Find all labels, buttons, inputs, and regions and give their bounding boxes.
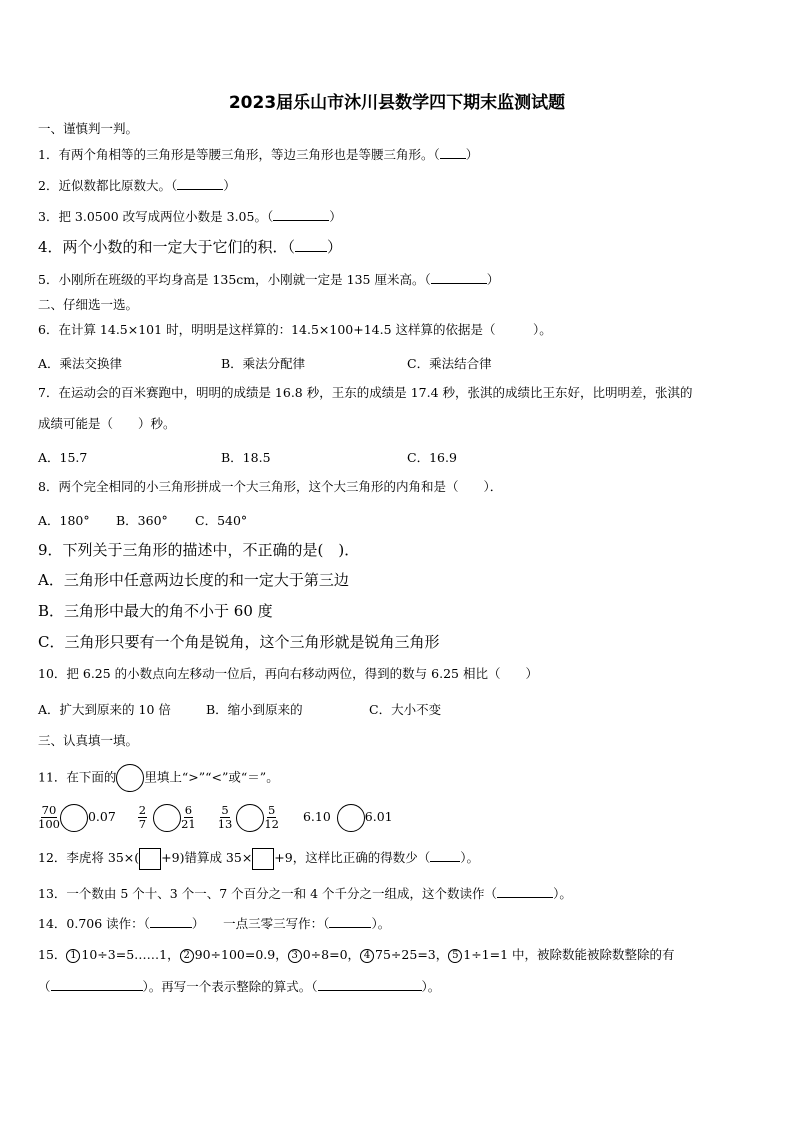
expr-5: 1÷1=1 中，被除数能被除数整除的有 [463,947,675,962]
fraction-5-12 [264,804,279,831]
q7-option-b[interactable]: B．18.5 [221,450,271,465]
q10-option-b[interactable]: B．缩小到原来的 [206,702,303,717]
question-12-text-c: +9，这样比正确的得数少（ [274,850,431,865]
numerator: 6 [184,803,193,817]
question-11-comparisons [38,799,393,835]
question-9: 9．下列关于三角形的描述中，不正确的是( )． [38,541,360,559]
question-4 [38,238,342,256]
fraction-5-13 [218,804,233,831]
section-heading-3: 三、认真填一填。 [38,733,139,748]
fraction-2-7 [138,804,147,831]
question-3 [38,208,342,225]
close-paren: ） [327,238,343,256]
expr-1: 10÷3=5……1， [81,947,180,962]
q8-option-b[interactable]: B．360° [116,513,168,528]
question-15-open: （ [38,979,51,994]
answer-blank-expression[interactable] [318,978,422,991]
numerator: 5 [221,803,229,817]
answer-blank-read[interactable] [150,915,192,928]
expr-2: 90÷100=0.9， [194,947,288,962]
question-5-text: 5．小刚所在班级的平均身高是 135cm，小刚就一定是 135 厘米高。（ [38,272,431,287]
sample-circle [116,764,144,792]
value-6-01: 6.01 [364,809,393,824]
q9-option-b[interactable]: B．三角形中最大的角不小于 60 度 [38,602,273,620]
expr-4: 75÷25=3， [375,947,449,962]
question-15-prefix: 15． [38,947,67,962]
numerator: 5 [268,803,276,817]
answer-blank[interactable] [273,208,329,221]
denominator: 21 [181,817,196,831]
answer-blank[interactable] [497,885,553,898]
answer-box-1[interactable] [139,848,161,870]
circled-number-4: 4 [360,949,374,963]
answer-blank[interactable] [440,146,466,159]
answer-blank-write[interactable] [329,915,371,928]
circled-number-2: 2 [180,949,194,963]
denominator: 100 [38,817,60,831]
circled-number-5: 5 [448,949,462,963]
answer-blank[interactable] [430,849,460,862]
question-14-text-a: 14．0.706 读作：（ [38,916,150,931]
compare-circle-1[interactable] [60,804,88,832]
question-10: 10．把 6.25 的小数点向左移动一位后，再向右移动两位，得到的数与 6.25 相比（ ） [38,666,538,681]
question-7-line-2: 成绩可能是（ ）秒。 [38,416,176,431]
question-14 [38,915,390,932]
question-15-close: ）。 [421,979,441,994]
question-1-text: 1．有两个角相等的三角形是等腰三角形，等边三角形也是等腰三角形。（ [38,147,440,162]
question-15-text: ）。再写一个表示整除的算式。（ [142,979,318,994]
question-6: 6．在计算 14.5×101 时，明明是这样算的：14.5×100+14.5 这样算的依据是（ ）。 [38,322,552,337]
answer-box-2[interactable] [252,848,274,870]
question-12-text-d: ）。 [460,850,479,865]
q6-option-a[interactable]: A．乘法交换律 [38,356,123,371]
q7-option-a[interactable]: A．15.7 [38,450,88,465]
compare-circle-2[interactable] [153,804,181,832]
question-13 [38,885,572,902]
question-2 [38,177,236,194]
question-11-text-pre: 11．在下面的 [38,769,117,785]
numerator: 70 [41,803,57,817]
answer-blank[interactable] [177,177,223,190]
question-8: 8．两个完全相同的小三角形拼成一个大三角形，这个大三角形的内角和是（ ）． [38,479,503,494]
question-15-line-2 [38,978,440,995]
value-0-07: 0.07 [87,809,116,824]
question-12-text-b: +9)错算成 35× [161,850,253,865]
q8-option-c[interactable]: C．540° [195,513,248,528]
section-heading-1: 一、谨慎判一判。 [38,121,139,136]
question-7-line-1: 7．在运动会的百米赛跑中，明明的成绩是 16.8 秒，王东的成绩是 17.4 秒，张淇的成绩比王东好，比明明差，张淇的 [38,385,693,400]
fraction-70-100 [38,804,60,831]
close-paren: ） [486,272,500,287]
question-1 [38,146,478,163]
q9-option-a[interactable]: A．三角形中任意两边长度的和一定大于第三边 [38,571,349,589]
close-paren: ） [329,209,342,224]
denominator: 7 [138,817,147,831]
question-14-text-c: ）。 [371,916,391,931]
compare-circle-3[interactable] [236,804,264,832]
question-15-line-1 [38,947,675,963]
circled-number-3: 3 [288,949,302,963]
answer-blank[interactable] [431,271,487,284]
q8-option-a[interactable]: A．180° [38,513,90,528]
close-paren: ） [223,178,236,193]
q9-option-c[interactable]: C．三角形只要有一个角是锐角，这个三角形就是锐角三角形 [38,633,440,651]
question-5 [38,271,499,288]
question-14-text-b: ） 一点三零三写作：（ [191,916,330,931]
circled-number-1: 1 [66,949,80,963]
question-12 [38,845,479,871]
question-11 [38,764,279,792]
q10-option-c[interactable]: C．大小不变 [369,702,442,717]
question-12-text-a: 12．李虎将 35×( [38,850,140,865]
value-6-10: 6.10 [302,809,331,824]
numerator: 2 [138,803,147,817]
q6-option-c[interactable]: C．乘法结合律 [407,356,492,371]
question-4-text: 4．两个小数的和一定大于它们的积．（ [38,238,296,256]
question-3-text: 3．把 3.0500 改写成两位小数是 3.05。（ [38,209,274,224]
question-11-text-post: 里填上“>”“<”或“＝”。 [144,769,279,785]
expr-3: 0÷8=0， [302,947,361,962]
question-13-text: 13．一个数由 5 个十、3 个一、7 个百分之一和 4 个千分之一组成，这个数读作（ [38,886,498,901]
section-heading-2: 二、仔细选一选。 [38,297,139,312]
denominator: 12 [264,817,279,831]
q6-option-b[interactable]: B．乘法分配律 [221,356,306,371]
question-2-text: 2．近似数都比原数大。（ [38,178,178,193]
denominator: 13 [217,817,233,831]
fraction-6-21 [181,804,196,831]
compare-circle-4[interactable] [337,804,365,832]
answer-blank[interactable] [295,239,327,252]
question-13-close: ）。 [553,886,572,901]
close-paren: ） [465,147,479,162]
answer-blank-list[interactable] [51,978,143,991]
q7-option-c[interactable]: C．16.9 [407,450,457,465]
q10-option-a[interactable]: A．扩大到原来的 10 倍 [38,702,171,717]
page-title: 2023届乐山市沐川县数学四下期末监测试题 [228,93,566,113]
